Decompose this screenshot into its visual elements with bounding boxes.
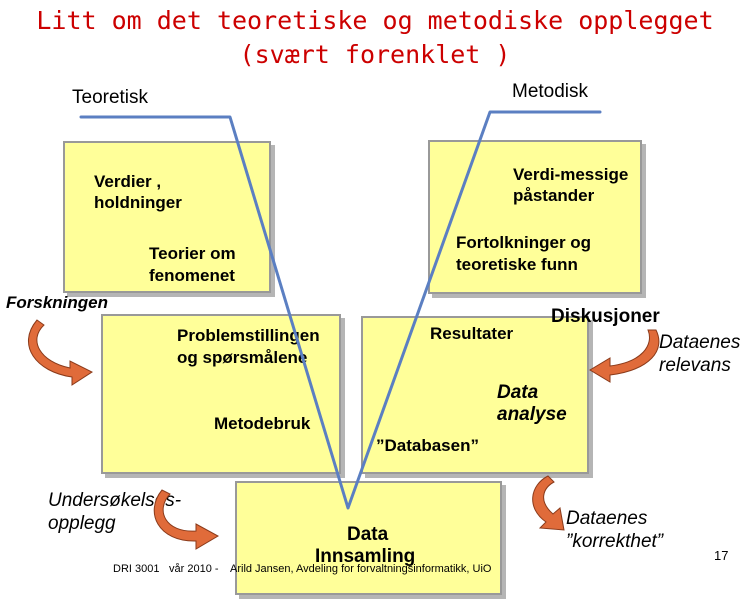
footer-author: Arild Jansen, Avdeling for forvaltningsinformatikk, UiO (230, 563, 492, 575)
label-opplegg: opplegg (48, 513, 116, 534)
label-diskusjoner: Diskusjoner (551, 306, 660, 327)
label-innsamling: Innsamling (315, 546, 416, 567)
label-sporsmalene: og spørsmålene (177, 348, 308, 367)
label-verdi-messige: Verdi-messige (513, 165, 629, 184)
arrow-forskningen (28, 320, 92, 385)
arrow-korrekthet (533, 476, 564, 530)
title-line-1: Litt om det teoretiske og metodiske opplegget (36, 6, 714, 35)
footer-term: vår 2010 - (169, 563, 219, 575)
label-analyse: analyse (497, 404, 567, 425)
label-teorier-om: Teorier om (149, 244, 236, 263)
v-line (81, 112, 600, 508)
label-teoretiske-funn: teoretiske funn (456, 255, 578, 274)
label-metodebruk: Metodebruk (214, 414, 311, 433)
arrow-undersokelses (154, 490, 218, 549)
heading-teoretisk: Teoretisk (72, 87, 149, 108)
arrow-diskusjoner (590, 330, 659, 382)
label-dataenes-korrekthet-1: Dataenes (566, 508, 648, 529)
label-dataenes-korrekthet-2: ”korrekthet” (566, 531, 664, 552)
label-data: Data (497, 382, 539, 403)
title-line-2: (svært forenklet ) (239, 40, 511, 69)
footer-page-number: 17 (714, 548, 729, 563)
label-holdninger: holdninger (94, 193, 182, 212)
label-databasen: ”Databasen” (376, 436, 479, 455)
label-dataenes-relevans-2: relevans (659, 355, 731, 376)
label-fortolkninger: Fortolkninger og (456, 233, 592, 252)
label-data-2: Data (347, 524, 389, 545)
label-fenomenet: fenomenet (149, 266, 235, 285)
label-problemstillingen: Problemstillingen (177, 326, 320, 345)
label-verdier: Verdier , (94, 172, 162, 191)
heading-metodisk: Metodisk (512, 81, 589, 102)
label-pastander: påstander (513, 186, 595, 205)
footer-course: DRI 3001 (113, 563, 160, 575)
label-undersokelses: Undersøkelses- (48, 490, 182, 511)
label-dataenes-relevans-1: Dataenes (659, 332, 741, 353)
label-forskningen: Forskningen (6, 293, 109, 312)
label-resultater: Resultater (430, 324, 514, 343)
